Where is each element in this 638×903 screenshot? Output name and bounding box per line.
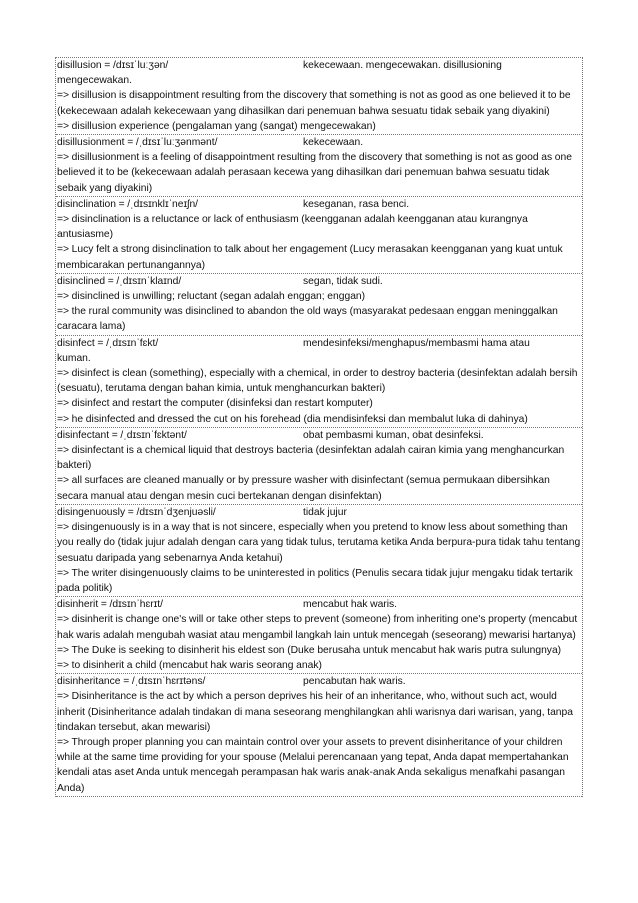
example-line: => disillusionment is a feeling of disappointment resulting from the discovery that something is not as good as one believed it to be (kekecewaan adalah perasaan kecewa yang dihasilkan dari penemuan bahwa sesuatu tidak sebaik yang diyakini) xyxy=(57,152,572,194)
indonesian-meaning: tidak jujur xyxy=(303,506,347,518)
example-line: => disillusion experience (pengalaman yang (sangat) mengecewakan) xyxy=(57,120,376,132)
entry-headline xyxy=(57,428,581,443)
example-line: => Lucy felt a strong disinclination to talk about her engagement (Lucy merasakan keengganan yang kuat untuk membicarakan pertunangannya) xyxy=(57,244,563,271)
indonesian-meaning: kekecewaan. xyxy=(303,137,364,149)
example-line: => disinfect and restart the computer (disinfeksi dan restart komputer) xyxy=(57,398,373,410)
example-line: => the rural community was disinclined to abandon the old ways (masyarakat pedesaan enggan meninggalkan caracara lama) xyxy=(57,306,558,333)
example-line: => Through proper planning you can maintain control over your assets to prevent disinheritance of your children while at the same time providing for your spouse (Melalui perencanaan yang tepat, Anda dapat mempertahankan kendali atas aset Anda untuk mencegah perampasan hak waris anak-anak Anda sekaligus menafkahi pasangan Anda) xyxy=(57,736,569,794)
example-line: => disinherit is change one's will or take other steps to prevent (someone) from inheriting one's property (mencabut hak waris adalah mengubah wasiat atau mengambil langkah lain untuk mencegah (seseorang) mewarisi hartanya) xyxy=(57,614,578,641)
vocab-entry xyxy=(56,58,582,135)
vocab-entry xyxy=(56,674,582,797)
vocab-entry xyxy=(56,336,582,428)
entry-headline xyxy=(57,135,581,150)
vocab-entry xyxy=(56,428,582,505)
example-line: => disinfect is clean (something), especially with a chemical, in order to destroy bacteria (desinfektan adalah bersih (sesuatu), terutama dengan bahan kimia, untuk menghancurkan bakteri) xyxy=(57,368,578,395)
entry-headline xyxy=(57,336,581,351)
headword-pronunciation: disinheritance = /ˌdɪsɪnˈhɛrɪtəns/ xyxy=(57,676,206,688)
headword-pronunciation: disinfectant = /ˌdɪsɪnˈfɛktənt/ xyxy=(57,429,187,441)
indonesian-meaning: mendesinfeksi/menghapus/membasmi hama atau xyxy=(303,337,530,349)
entry-headline xyxy=(57,274,581,289)
vocab-entry xyxy=(56,135,582,197)
example-line: => disinfectant is a chemical liquid that destroys bacteria (desinfektan adalah cairan kimia yang menghancurkan bakteri) xyxy=(57,445,565,472)
headword-pronunciation: disinherit = /dɪsɪnˈhɛrɪt/ xyxy=(57,599,164,611)
entry-headline xyxy=(57,197,581,212)
example-line: => disingenuously is in a way that is not sincere, especially when you pretend to know less about something than you really do (tidak jujur adalah dengan cara yang tidak tulus, terutama ketika Anda berpura-pura tidak tahu tentang sesuatu daripada yang sebenarnya Anda ketahui) xyxy=(57,522,581,564)
example-line: => disillusion is disappointment resulting from the discovery that something is not as good as one believed it to be (kekecewaan adalah kekecewaan yang dihasilkan dari penemuan bahwa sesuatu tidak sebaik yang diyakini) xyxy=(57,90,571,117)
headword-pronunciation: disinfect = /ˌdɪsɪnˈfɛkt/ xyxy=(57,337,159,349)
meaning-continuation: mengecewakan. xyxy=(57,75,132,87)
vocabulary-sheet xyxy=(55,57,583,797)
vocab-entry xyxy=(56,597,582,674)
headword-pronunciation: disillusionment = /ˌdɪsɪˈluːʒənmənt/ xyxy=(57,137,218,149)
example-line: => Disinheritance is the act by which a person deprives his heir of an inheritance, who, without such act, would inherit (Disinheritance adalah tindakan di mana seseorang menghilangkan ahli warisnya dari warisan, yang, tanpa tindakan tersebut, akan mewarisi) xyxy=(57,691,573,733)
headword-pronunciation: disillusion = /dɪsɪˈluːʒən/ xyxy=(57,60,169,71)
meaning-continuation: kuman. xyxy=(57,352,91,364)
indonesian-meaning: pencabutan hak waris. xyxy=(303,676,406,688)
headword-pronunciation: disinclined = /ˌdɪsɪnˈklaɪnd/ xyxy=(57,275,182,287)
vocab-entry xyxy=(56,505,582,597)
indonesian-meaning: keseganan, rasa benci. xyxy=(303,198,410,210)
headword-pronunciation: disinclination = /ˌdɪsɪnklɪˈneɪʃn/ xyxy=(57,198,199,210)
entry-headline xyxy=(57,597,581,612)
example-line: => he disinfected and dressed the cut on his forehead (dia mendisinfeksi dan membalut luka di dahinya) xyxy=(57,413,528,425)
example-line: => The Duke is seeking to disinherit his eldest son (Duke berusaha untuk mencabut hak waris putra sulungnya) xyxy=(57,644,562,656)
entry-headline xyxy=(57,505,581,520)
example-line: => disinclination is a reluctance or lack of enthusiasm (keengganan adalah keengganan atau kurangnya antusiasme) xyxy=(57,214,528,241)
vocab-entry xyxy=(56,197,582,274)
example-line: => to disinherit a child (mencabut hak waris seorang anak) xyxy=(57,659,322,671)
indonesian-meaning: mencabut hak waris. xyxy=(303,599,398,611)
indonesian-meaning: kekecewaan. mengecewakan. disillusioning xyxy=(303,60,502,71)
example-line: => disinclined is unwilling; reluctant (segan adalah enggan; enggan) xyxy=(57,291,366,303)
example-line: => all surfaces are cleaned manually or by pressure washer with disinfectant (semua permukaan dibersihkan secara manual atau dengan mesin cuci bertekanan dengan disinfektan) xyxy=(57,475,550,502)
indonesian-meaning: obat pembasmi kuman, obat desinfeksi. xyxy=(303,429,484,441)
indonesian-meaning: segan, tidak sudi. xyxy=(303,275,383,287)
vocab-entry xyxy=(56,274,582,336)
entry-headline xyxy=(57,674,581,689)
headword-pronunciation: disingenuously = /dɪsɪnˈdʒenjuəsli/ xyxy=(57,506,216,518)
entry-headline xyxy=(57,58,581,73)
example-line: => The writer disingenuously claims to be uninterested in politics (Penulis secara tidak jujur mengaku tidak tertarik pada politik) xyxy=(57,567,573,594)
